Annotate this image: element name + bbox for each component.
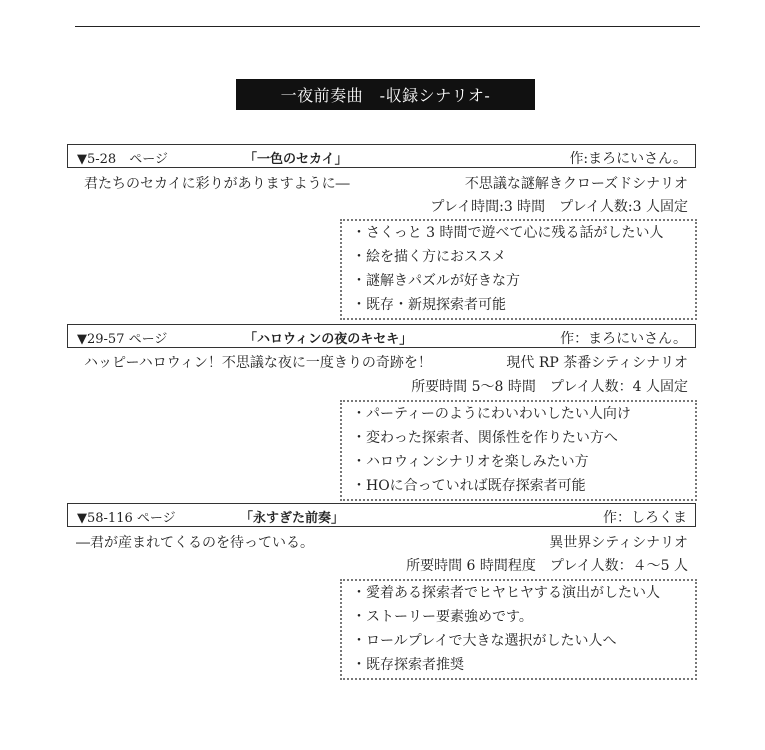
scenario-1-tagline: 君たちのセカイに彩りがありますように―: [84, 176, 350, 192]
scenario-1-author: 作:まろにいさん。: [569, 151, 687, 167]
scenario-3-title: 「永すぎた前奏」: [240, 511, 345, 526]
scenario-1-header: [67, 144, 696, 168]
scenario-2-point: ・変わった探索者、関係性を作りたい方へ: [352, 430, 618, 446]
page-title: [236, 79, 535, 110]
scenario-2-point: ・HOに合っていれば既存探索者可能: [352, 478, 586, 494]
scenario-2-tagline: ハッピーハロウィン！不思議な夜に一度きりの奇跡を！: [84, 355, 432, 371]
scenario-3-point: ・愛着ある探索者でヒヤヒヤする演出がしたい人: [352, 585, 660, 601]
scenario-2-header: [67, 324, 696, 348]
scenario-3-tagline: ―君が産まれてくるのを待っている。: [76, 535, 314, 551]
scenario-2-meta: 所要時間 5～8 時間 プレイ人数：4 人固定: [411, 379, 688, 395]
scenario-1-point: ・既存・新規探索者可能: [352, 297, 506, 313]
scenario-3-author: 作：しろくま: [603, 510, 687, 526]
scenario-2-points: [340, 400, 697, 501]
scenario-1-points: [340, 219, 697, 320]
scenario-2-genre: 現代 RP 茶番シティシナリオ: [506, 355, 688, 371]
scenario-1-point: ・謎解きパズルが好きな方: [352, 273, 520, 289]
scenario-3-header: [67, 503, 696, 527]
scenario-2-point: ・ハロウィンシナリオを楽しみたい方: [352, 454, 589, 470]
scenario-1-point: ・絵を描く方におススメ: [352, 249, 506, 265]
scenario-2-title: 「ハロウィンの夜のキセキ」: [244, 332, 413, 347]
scenario-1-title: 「一色のセカイ」: [244, 152, 348, 167]
scenario-1-pages: ▼5-28 ページ: [77, 152, 168, 167]
scenario-3-pages: ▼58-116 ページ: [77, 511, 176, 526]
scenario-3-point: ・ストーリー要素強めです。: [352, 609, 533, 625]
scenario-3-genre: 異世界シティシナリオ: [549, 535, 688, 551]
scenario-3-points: [340, 579, 697, 680]
scenario-2-point: ・パーティーのようにわいわいしたい人向け: [352, 406, 631, 422]
page-title-text: 一夜前奏曲 -収録シナリオ-: [280, 86, 491, 105]
scenario-3-meta: 所要時間 6 時間程度 プレイ人数：４～5 人: [406, 558, 688, 574]
scenario-1-meta: プレイ時間:3 時間 プレイ人数:3 人固定: [430, 199, 688, 215]
scenario-2-author: 作：まろにいさん。: [560, 331, 687, 347]
scenario-1-genre: 不思議な謎解きクローズドシナリオ: [464, 176, 688, 192]
top-rule: [75, 26, 700, 27]
scenario-3-point: ・ロールプレイで大きな選択がしたい人へ: [352, 633, 617, 649]
scenario-3-point: ・既存探索者推奨: [352, 657, 464, 673]
scenario-1-point: ・さくっと 3 時間で遊べて心に残る話がしたい人: [352, 225, 664, 241]
scenario-2-pages: ▼29-57 ページ: [77, 332, 168, 347]
